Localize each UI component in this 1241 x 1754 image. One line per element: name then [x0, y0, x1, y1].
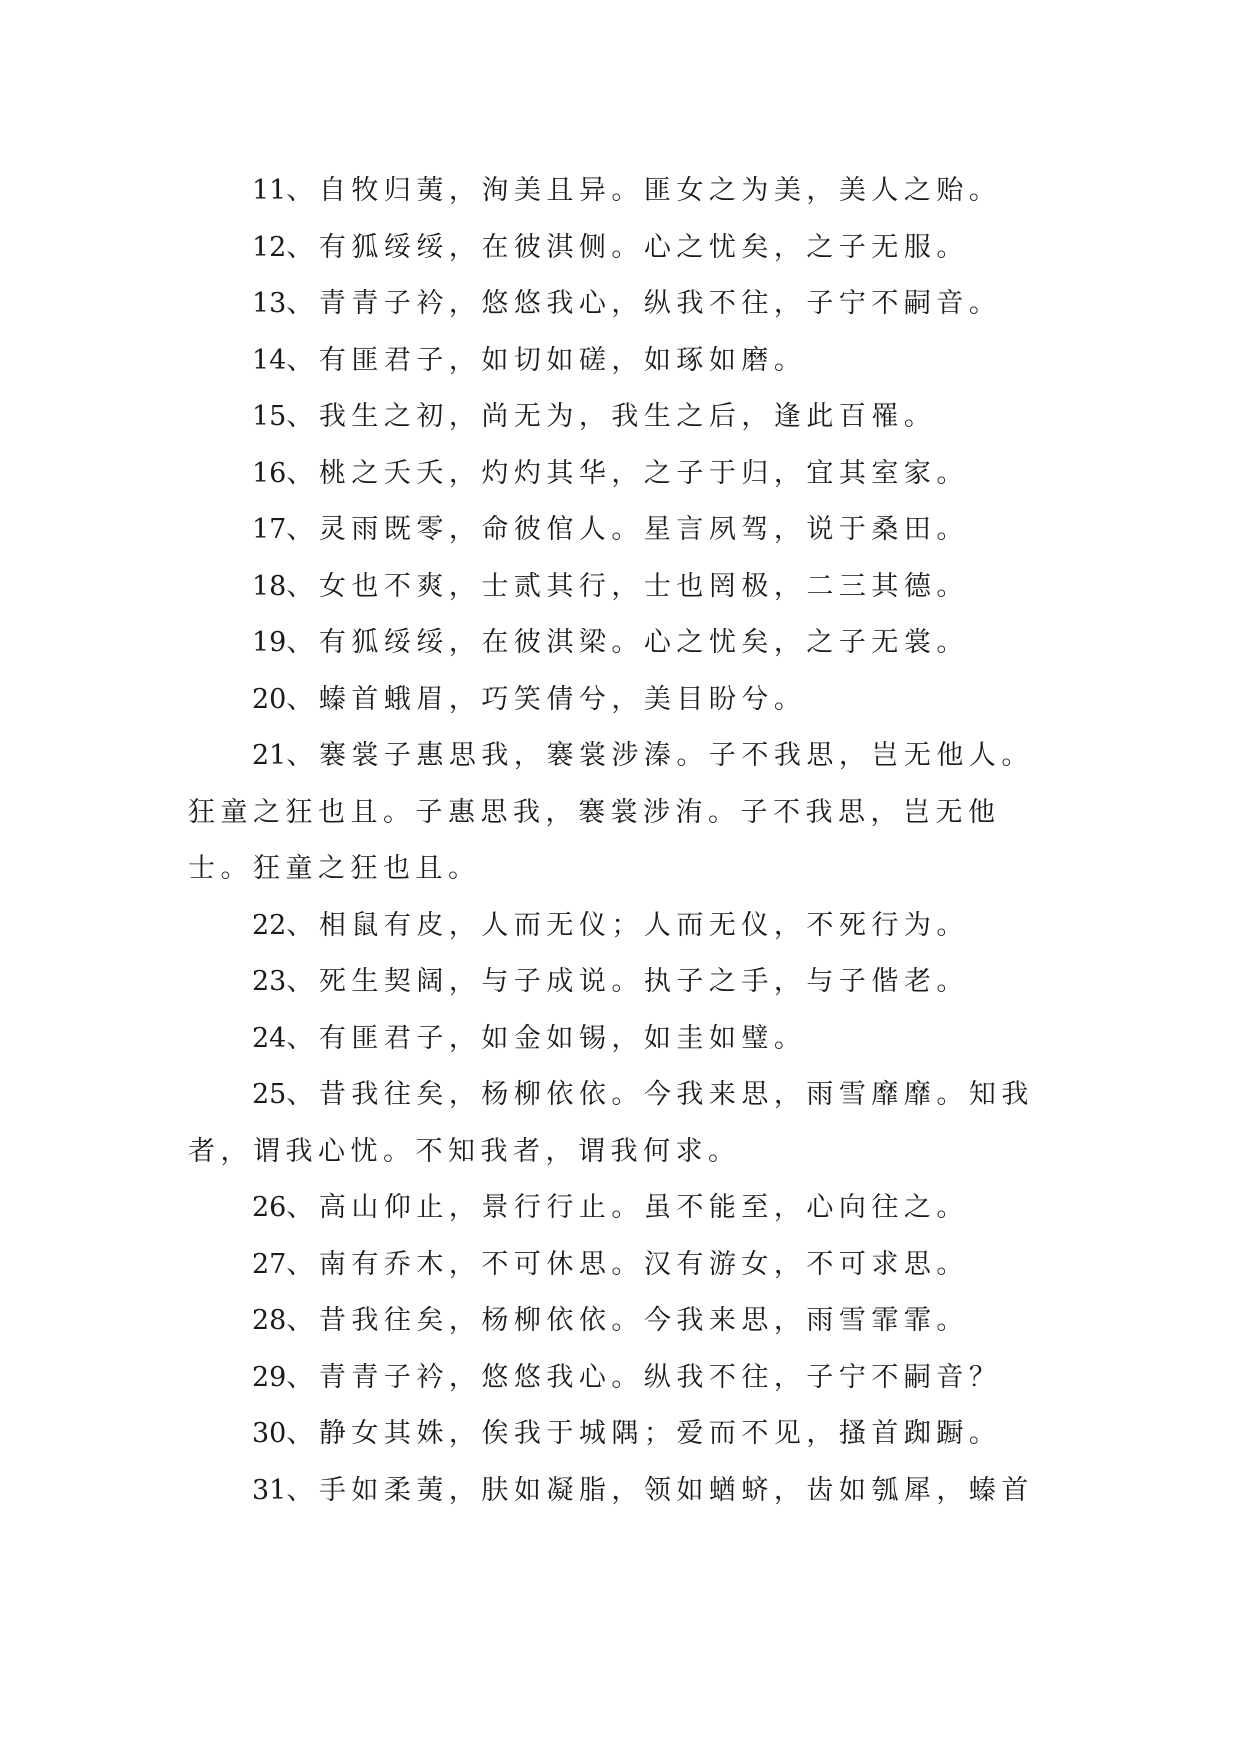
paragraph-18: [188, 559, 1053, 616]
paragraph-27: [188, 1237, 1053, 1294]
item-text: 、青青子衿，悠悠我心。纵我不往，子宁不嗣音？: [286, 1361, 1002, 1393]
paragraph-17: [188, 502, 1053, 559]
paragraph-19: [188, 615, 1053, 672]
paragraph-28: [188, 1293, 1053, 1350]
item-number: 26: [252, 1192, 287, 1223]
paragraph-24: [188, 1011, 1053, 1068]
item-text: 、有狐绥绥，在彼淇侧。心之忧矣，之子无服。: [286, 231, 969, 263]
paragraph-14: [188, 333, 1053, 390]
item-number: 20: [252, 683, 287, 715]
item-number: 11: [252, 175, 287, 206]
item-number: 19: [252, 627, 287, 658]
item-number: 28: [252, 1305, 287, 1336]
item-text: 、高山仰止，景行行止。虽不能至，心向往之。: [286, 1192, 969, 1223]
item-number: 16: [252, 457, 287, 489]
paragraph-31: [188, 1463, 1053, 1520]
item-number: 27: [252, 1248, 287, 1280]
item-number: 31: [252, 1474, 287, 1506]
item-number: 12: [252, 231, 287, 263]
paragraph-11: [188, 163, 1053, 220]
item-number: 24: [252, 1022, 287, 1054]
item-text: 、螓首蛾眉，巧笑倩兮，美目盼兮。: [286, 683, 807, 715]
item-number: 17: [252, 514, 287, 545]
paragraph-20: [188, 672, 1053, 729]
item-text: 、昔我往矣，杨柳依依。今我来思，雨雪霏霏。: [286, 1305, 969, 1336]
item-number: 14: [252, 344, 287, 376]
item-number: 13: [252, 288, 287, 319]
item-text: 、有狐绥绥，在彼淇梁。心之忧矣，之子无裳。: [286, 627, 969, 658]
item-text: 、相鼠有皮，人而无仪；人而无仪，不死行为。: [286, 909, 969, 941]
item-number: 15: [252, 401, 287, 432]
item-text: 、灵雨既零，命彼倌人。星言夙驾，说于桑田。: [286, 514, 969, 545]
item-text: 、有匪君子，如金如锡，如圭如璧。: [286, 1022, 807, 1054]
item-text: 、南有乔木，不可休思。汉有游女，不可求思。: [286, 1248, 969, 1280]
item-text: 、自牧归荑，洵美且异。匪女之为美，美人之贻。: [286, 175, 1002, 206]
paragraph-21: [188, 728, 1053, 898]
paragraph-23: [188, 954, 1053, 1011]
paragraph-29: [188, 1350, 1053, 1407]
document-body: [188, 163, 1053, 1519]
item-text: 、手如柔荑，肤如凝脂，领如蝤蛴，齿如瓠犀，螓首: [286, 1474, 1034, 1506]
item-number: 30: [252, 1418, 287, 1449]
paragraph-25: [188, 1067, 1053, 1180]
item-number: 21: [252, 740, 287, 771]
item-number: 22: [252, 909, 287, 941]
paragraph-12: [188, 220, 1053, 277]
item-number: 25: [252, 1079, 287, 1110]
item-number: 23: [252, 966, 287, 997]
item-text: 、昔我往矣，杨柳依依。今我来思，雨雪靡靡。知我者，谓我心忧。不知我者，谓我何求。: [188, 1079, 1034, 1167]
item-text: 、我生之初，尚无为，我生之后，逢此百罹。: [286, 401, 937, 432]
item-text: 、青青子衿，悠悠我心，纵我不往，子宁不嗣音。: [286, 288, 1002, 319]
item-number: 18: [252, 570, 287, 602]
item-text: 、死生契阔，与子成说。执子之手，与子偕老。: [286, 966, 969, 997]
item-text: 、女也不爽，士贰其行，士也罔极，二三其德。: [286, 570, 969, 602]
paragraph-26: [188, 1180, 1053, 1237]
item-text: 、有匪君子，如切如磋，如琢如磨。: [286, 344, 807, 376]
item-number: 29: [252, 1361, 287, 1393]
paragraph-15: [188, 389, 1053, 446]
item-text: 、桃之夭夭，灼灼其华，之子于归，宜其室家。: [286, 457, 969, 489]
paragraph-30: [188, 1406, 1053, 1463]
item-text: 、静女其姝，俟我于城隅；爱而不见，搔首踟蹰。: [286, 1418, 1002, 1449]
paragraph-13: [188, 276, 1053, 333]
paragraph-22: [188, 898, 1053, 955]
item-text: 、褰裳子惠思我，褰裳涉溱。子不我思，岂无他人。狂童之狂也且。子惠思我，褰裳涉洧。子不我思，岂无他士。狂童之狂也且。: [188, 740, 1034, 884]
paragraph-16: [188, 446, 1053, 503]
